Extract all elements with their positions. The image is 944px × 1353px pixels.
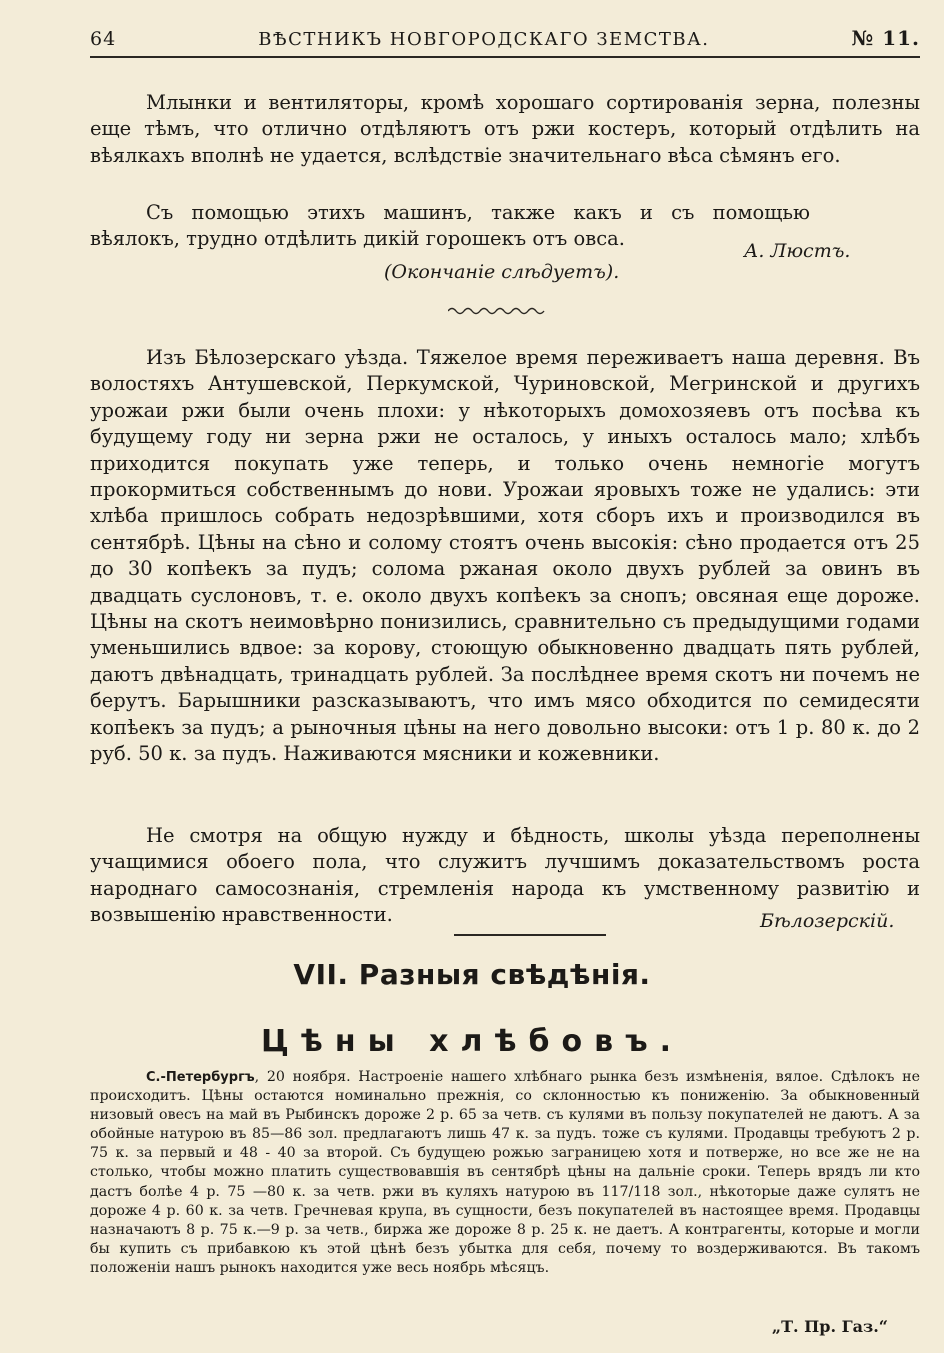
city-name: С.-Петербургъ: [146, 1070, 255, 1085]
prices-text: , 20 ноября. Настроеніе нашего хлѣбнаго рынка безъ измѣненія, вялое. Сдѣлокъ не происходитъ. Цѣны остаются номинально прежнія, со склонностью къ пониженію. За обыкновенный низовый овесъ на май въ Рыбинскъ дороже 2 р. 65 за четв. съ кулями въ пользу покупателей не даютъ. А за обойные натурою въ 85—86 зол. предлагаютъ лишь 47 к. за пудъ. тоже съ кулями. Продавцы требуютъ 2 р. 75 к. за первый и 48 - 40 за второй. Съ будущею рожью заграницею хотя и потверже, но все же не на столько, чтобы можно платить существовавшія въ сентябрѣ цѣны на дальніе сроки. Теперь врядъ ли кто дастъ болѣе 4 р. 75 —80 к. за четв. ржи въ куляхъ натурою въ 117/118 зол., нѣкоторые даже сулятъ не дороже 4 р. 60 к. за четв. Гречневая крупа, въ сущности, безъ покупателей въ настоящее время. Продавцы назначаютъ 8 р. 75 к.—9 р. за четв., биржа же дороже 8 р. 25 к. не даетъ. А контрагенты, которые и могли бы купить съ прибавкою къ этой цѣнѣ безъ убытка для себя, почему то воздерживаются. Въ такомъ положеніи нашъ рынокъ находится уже весь ноябрь мѣсяцъ.: [90, 1069, 920, 1276]
source-citation: „Т. Пр. Газ.“: [771, 1317, 888, 1336]
prices-report: [90, 1068, 920, 1278]
section-rule: [454, 934, 606, 936]
article2-paragraph-2: Не смотря на общую нужду и бѣдность, школы уѣзда переполнены учащимися обоего пола, что служитъ лучшимъ доказательствомъ роста народнаго самосознанія, стремленія народа къ умственному развитію и возвышенію нравственности.: [90, 824, 920, 927]
journal-title: ВѢСТНИКЪ НОВГОРОДСКАГО ЗЕМСТВА.: [258, 29, 710, 50]
article1-paragraph-2: Съ помощью этихъ машинъ, также какъ и съ помощью вѣялокъ, трудно отдѣлить дикій горошекъ отъ овса.: [90, 201, 810, 251]
article1-paragraph-1: Млынки и вентиляторы, кромѣ хорошаго сортированія зерна, полезны еще тѣмъ, что отлично отдѣляютъ отъ ржи костеръ, который отдѣлить на вѣялкахъ вполнѣ не удается, вслѣдствіе значительнаго вѣса сѣмянъ его.: [90, 91, 920, 167]
page-number: 64: [90, 28, 117, 50]
issue-number: № 11.: [851, 26, 920, 50]
continuation-note: (Окончаніе слѣдуетъ).: [384, 261, 620, 283]
article1-signature: А. Люстъ.: [744, 240, 851, 262]
ornamental-divider: [448, 306, 546, 316]
article2-paragraph-1: Изъ Бѣлозерскаго уѣзда. Тяжелое время переживаетъ наша деревня. Въ волостяхъ Антушевской, Перкумской, Чуриновской, Мегринской и другихъ урожаи ржи были очень плохи: у нѣкоторыхъ домохозяевъ отъ посѣва къ будущему году ни зерна ржи не осталось, у иныхъ осталось мало; хлѣбъ приходится покупать уже теперь, и только очень немногіе могутъ прокормиться собственнымъ до нови. Урожаи яровыхъ тоже не удались: эти хлѣба пришлось собрать недозрѣвшими, хотя сборъ ихъ и производился въ сентябрѣ. Цѣны на сѣно и солому стоятъ очень высокія: сѣно продается отъ 25 до 30 копѣекъ за пудъ; солома ржаная около двухъ рублей за овинъ въ двадцать суслоновъ, т. е. около двухъ копѣекъ за снопъ; овсяная еще дороже. Цѣны на скотъ неимовѣрно понизились, сравнительно съ предыдущими годами уменьшились вдвое: за корову, стоющую обыкновенно двадцать пять рублей, даютъ двѣнадцать, тринадцать рублей. За послѣднее время скотъ ни почемъ не берутъ. Барышники разсказываютъ, что имъ мясо обходится по семидесяти копѣекъ за пудъ; а рыночныя цѣны на него довольно высоки: отъ 1 р. 80 к. до 2 руб. 50 к. за пудъ. Наживаются мясники и кожевники.: [90, 346, 920, 766]
page-header: [90, 26, 920, 58]
prices-heading: Цѣны хлѣбовъ.: [260, 1024, 684, 1059]
section-heading: VII. Разныя свѣдѣнія.: [293, 958, 651, 991]
article2-signature: Бѣлозерскій.: [760, 910, 895, 932]
